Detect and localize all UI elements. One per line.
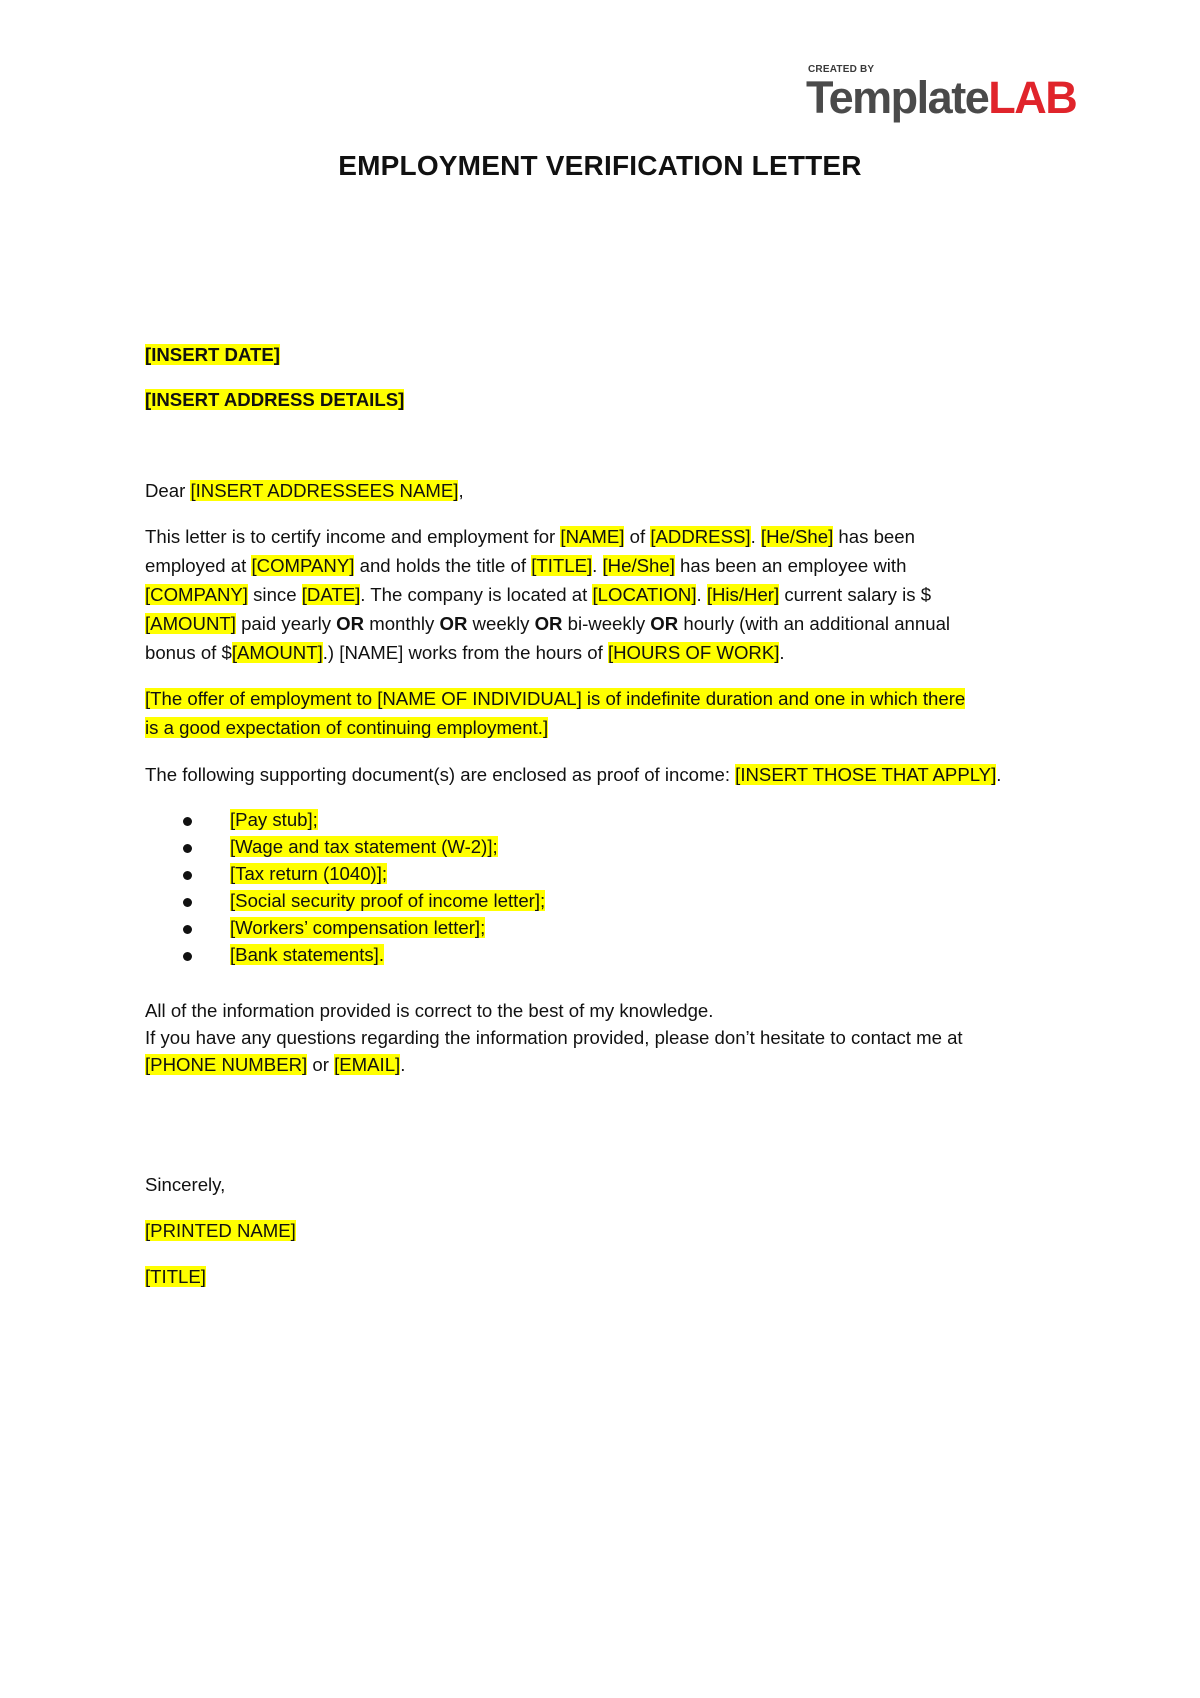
documents-intro xyxy=(145,760,1065,789)
company-placeholder: [COMPANY] xyxy=(251,555,355,576)
email-placeholder: [EMAIL] xyxy=(334,1054,401,1075)
body-text: has been an employee with xyxy=(674,555,907,576)
address-line xyxy=(145,385,1065,414)
body-text: of xyxy=(624,526,651,547)
list-item xyxy=(145,887,545,914)
body-text: current salary is $ xyxy=(779,584,932,605)
logo-brand-template: Template xyxy=(806,72,989,123)
bullet-icon xyxy=(145,806,230,833)
body-text: bi-weekly xyxy=(562,613,651,634)
body-text: paid yearly xyxy=(235,613,337,634)
documents-placeholder: [INSERT THOSE THAT APPLY] xyxy=(735,764,997,785)
signer-title-placeholder: [TITLE] xyxy=(145,1266,206,1287)
bullet-icon xyxy=(145,914,230,941)
body-text: hourly (with an additional annual xyxy=(678,613,951,634)
salutation xyxy=(145,476,1065,505)
phone-placeholder: [PHONE NUMBER] xyxy=(145,1054,308,1075)
body-line-4 xyxy=(145,609,1065,638)
hours-placeholder: [HOURS OF WORK] xyxy=(607,642,780,663)
date-line xyxy=(145,340,1065,369)
amount-placeholder: [AMOUNT] xyxy=(231,642,323,663)
address-field-placeholder: [ADDRESS] xyxy=(650,526,751,547)
list-item xyxy=(145,860,545,887)
logo-created-by: CREATED BY xyxy=(808,64,875,75)
closing-line-1: All of the information provided is correct to the best of my knowledge. xyxy=(145,1000,714,1021)
body-text: . The company is located at xyxy=(360,584,593,605)
page-title: EMPLOYMENT VERIFICATION LETTER xyxy=(338,150,862,181)
closing-line-2: If you have any questions regarding the information provided, please don’t hesitate to contact me at xyxy=(145,1027,963,1048)
bullet-icon xyxy=(145,941,230,968)
date-placeholder: [INSERT DATE] xyxy=(145,344,280,365)
bullet-icon xyxy=(145,833,230,860)
pronoun-placeholder: [His/Her] xyxy=(706,584,780,605)
offer-paragraph xyxy=(145,684,1065,742)
body-text: weekly xyxy=(467,613,535,634)
documents-intro-suffix: . xyxy=(996,764,1002,785)
printed-name-line xyxy=(145,1216,1065,1245)
salutation-suffix: , xyxy=(458,480,464,501)
body-line-2 xyxy=(145,551,1065,580)
amount-placeholder: [AMOUNT] xyxy=(145,613,236,634)
company-placeholder: [COMPANY] xyxy=(145,584,248,605)
signoff: Sincerely, xyxy=(145,1174,226,1195)
bullet-icon xyxy=(145,887,230,914)
body-text: This letter is to certify income and employment for xyxy=(145,526,561,547)
body-text: has been xyxy=(833,526,915,547)
document-item: [Bank statements]. xyxy=(230,944,384,965)
body-line-3 xyxy=(145,580,1065,609)
logo-brand-lab: LAB xyxy=(988,72,1077,123)
body-text: . xyxy=(779,642,785,663)
addressee-name-placeholder: [INSERT ADDRESSEES NAME] xyxy=(190,480,459,501)
closing-or: or xyxy=(307,1054,335,1075)
pronoun-placeholder: [He/She] xyxy=(760,526,834,547)
printed-name-placeholder: [PRINTED NAME] xyxy=(145,1220,296,1241)
document-item: [Social security proof of income letter]; xyxy=(230,890,546,911)
body-text: . xyxy=(696,584,707,605)
address-placeholder: [INSERT ADDRESS DETAILS] xyxy=(145,389,405,410)
document-item: [Pay stub]; xyxy=(230,809,318,830)
templatelab-logo xyxy=(806,64,1096,128)
body-text: . xyxy=(592,555,603,576)
documents-intro-text: The following supporting document(s) are enclosed as proof of income: xyxy=(145,764,736,785)
logo-brand xyxy=(806,72,1076,124)
title-placeholder: [TITLE] xyxy=(531,555,593,576)
body-text: monthly xyxy=(364,613,440,634)
closing-paragraph xyxy=(145,997,1065,1078)
pronoun-placeholder: [He/She] xyxy=(602,555,675,576)
list-item xyxy=(145,914,545,941)
or-text: OR xyxy=(650,613,679,634)
document-item: [Workers’ compensation letter]; xyxy=(230,917,486,938)
start-date-placeholder: [DATE] xyxy=(301,584,361,605)
body-text: .) [NAME] works from the hours of xyxy=(322,642,608,663)
document-item: [Tax return (1040)]; xyxy=(230,863,388,884)
closing-end: . xyxy=(400,1054,406,1075)
body-text: employed at xyxy=(145,555,252,576)
body-text: bonus of $ xyxy=(145,642,232,663)
name-placeholder: [NAME] xyxy=(560,526,625,547)
list-item xyxy=(145,941,545,968)
or-text: OR xyxy=(336,613,365,634)
document-item: [Wage and tax statement (W-2)]; xyxy=(230,836,498,857)
body-text: . xyxy=(750,526,761,547)
body-text: and holds the title of xyxy=(354,555,532,576)
list-item xyxy=(145,806,545,833)
documents-list xyxy=(145,806,545,968)
or-text: OR xyxy=(534,613,563,634)
signer-title-line xyxy=(145,1262,1065,1291)
body-text: since xyxy=(247,584,302,605)
bullet-icon xyxy=(145,860,230,887)
offer-line-1: [The offer of employment to [NAME OF INDIVIDUAL] is of indefinite duration and one in which there xyxy=(145,688,966,709)
list-item xyxy=(145,833,545,860)
offer-line-2: is a good expectation of continuing employment.] xyxy=(145,717,549,738)
body-line-1 xyxy=(145,522,1065,551)
location-placeholder: [LOCATION] xyxy=(592,584,697,605)
closing-line-3 xyxy=(145,1051,1065,1078)
or-text: OR xyxy=(439,613,468,634)
salutation-prefix: Dear xyxy=(145,480,191,501)
body-paragraph xyxy=(145,522,1065,667)
body-line-5 xyxy=(145,638,1065,667)
